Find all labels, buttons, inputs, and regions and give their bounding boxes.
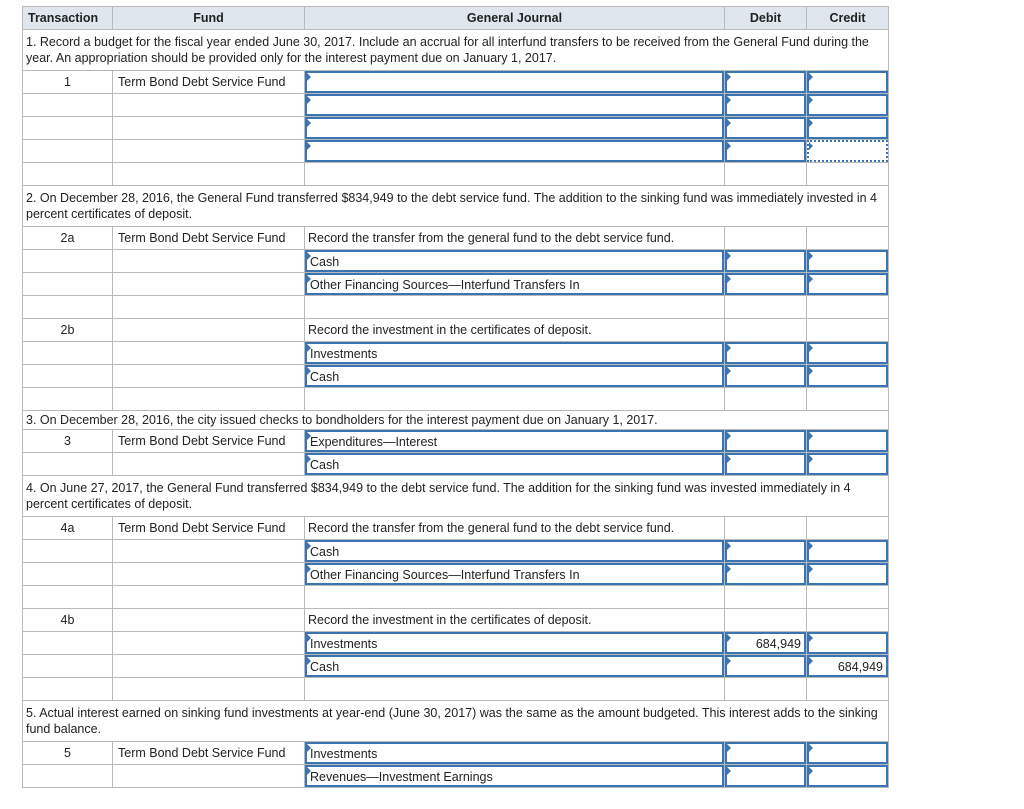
debit-input[interactable]: [725, 765, 806, 787]
credit-input[interactable]: [807, 453, 888, 475]
credit-input[interactable]: [807, 342, 888, 364]
credit-input[interactable]: [807, 540, 888, 562]
section-3-description-row: [23, 411, 889, 430]
header-transaction: Transaction: [23, 7, 113, 30]
instruction-text: Record the investment in the certificates of deposit.: [305, 609, 725, 632]
txn-number: 5: [23, 742, 113, 765]
table-row: [23, 742, 889, 765]
instruction-text: Record the transfer from the general fund to the debt service fund.: [305, 227, 725, 250]
table-row: [23, 563, 889, 586]
section-4-description: 4. On June 27, 2017, the General Fund transferred $834,949 to the debt service fund. The addition for the sinking fund was invested immediately in 4 percent certificates of deposit.: [23, 476, 889, 517]
journal-worksheet: [22, 6, 888, 788]
credit-input[interactable]: [807, 71, 888, 93]
table-row: [23, 140, 889, 163]
section-2-description: 2. On December 28, 2016, the General Fund transferred $834,949 to the debt service fund. The addition to the sinking fund was immediately invested in 4 percent certificates of deposit.: [23, 186, 889, 227]
section-3-description: 3. On December 28, 2016, the city issued checks to bondholders for the interest payment due on January 1, 2017.: [23, 411, 889, 430]
credit-input[interactable]: [807, 563, 888, 585]
debit-input[interactable]: [725, 342, 806, 364]
txn-number: 3: [23, 430, 113, 453]
table-row: [23, 430, 889, 453]
debit-input[interactable]: [725, 365, 806, 387]
debit-input[interactable]: [725, 273, 806, 295]
section-5-description-row: [23, 701, 889, 742]
debit-input[interactable]: [725, 655, 806, 677]
debit-input[interactable]: [725, 563, 806, 585]
debit-input[interactable]: 684,949: [725, 632, 806, 654]
table-row: [23, 655, 889, 678]
section-1-description-row: [23, 30, 889, 71]
table-row: [23, 453, 889, 476]
table-row: [23, 632, 889, 655]
txn-number: 4a: [23, 517, 113, 540]
journal-account-input[interactable]: [305, 94, 724, 116]
header-fund: Fund: [113, 7, 305, 30]
header-credit: Credit: [807, 7, 889, 30]
debit-input[interactable]: [725, 453, 806, 475]
debit-input[interactable]: [725, 117, 806, 139]
credit-input[interactable]: [807, 365, 888, 387]
debit-input[interactable]: [725, 140, 806, 162]
journal-account-input[interactable]: Cash: [305, 655, 724, 677]
credit-input[interactable]: [807, 273, 888, 295]
section-5-description: 5. Actual interest earned on sinking fund investments at year-end (June 30, 2017) was the same as the amount budgeted. This interest adds to the sinking fund balance.: [23, 701, 889, 742]
txn-number: 1: [23, 71, 113, 94]
credit-input[interactable]: [807, 250, 888, 272]
instruction-text: Record the investment in the certificates of deposit.: [305, 319, 725, 342]
spacer-row: [23, 678, 889, 701]
journal-account-input[interactable]: Investments: [305, 342, 724, 364]
table-header: [23, 7, 889, 30]
instruction-text: Record the transfer from the general fund to the debt service fund.: [305, 517, 725, 540]
spacer-row: [23, 586, 889, 609]
section-1-description: 1. Record a budget for the fiscal year ended June 30, 2017. Include an accrual for all interfund transfers to be received from the General Fund during the year. An appropriation should be provided only for the interest payment due on January 1, 2017.: [23, 30, 889, 71]
journal-account-input[interactable]: [305, 140, 724, 162]
txn-number: 4b: [23, 609, 113, 632]
journal-account-input[interactable]: Cash: [305, 453, 724, 475]
table-row: [23, 117, 889, 140]
journal-table: [22, 6, 889, 788]
header-debit: Debit: [725, 7, 807, 30]
debit-input[interactable]: [725, 250, 806, 272]
table-row: [23, 365, 889, 388]
header-journal: General Journal: [305, 7, 725, 30]
journal-account-input[interactable]: [305, 71, 724, 93]
journal-account-input[interactable]: Cash: [305, 365, 724, 387]
journal-account-input[interactable]: Other Financing Sources—Interfund Transfers In: [305, 563, 724, 585]
table-row: [23, 342, 889, 365]
spacer-row: [23, 296, 889, 319]
table-row: [23, 609, 889, 632]
table-row: [23, 250, 889, 273]
debit-input[interactable]: [725, 94, 806, 116]
table-row: [23, 765, 889, 788]
fund-name: Term Bond Debt Service Fund: [113, 517, 305, 540]
journal-account-input[interactable]: Investments: [305, 632, 724, 654]
fund-name: Term Bond Debt Service Fund: [113, 430, 305, 453]
credit-input[interactable]: [807, 94, 888, 116]
journal-account-input[interactable]: Expenditures—Interest: [305, 430, 724, 452]
journal-account-input[interactable]: Investments: [305, 742, 724, 764]
section-2-description-row: [23, 186, 889, 227]
spacer-row: [23, 163, 889, 186]
table-row: [23, 227, 889, 250]
fund-name: Term Bond Debt Service Fund: [113, 71, 305, 94]
table-row: [23, 517, 889, 540]
txn-number: 2b: [23, 319, 113, 342]
credit-input[interactable]: [807, 742, 888, 764]
spacer-row: [23, 388, 889, 411]
table-row: [23, 273, 889, 296]
journal-account-input[interactable]: Other Financing Sources—Interfund Transfers In: [305, 273, 724, 295]
credit-input[interactable]: 684,949: [807, 655, 888, 677]
table-row: [23, 540, 889, 563]
table-row: [23, 319, 889, 342]
table-row: [23, 94, 889, 117]
section-4-description-row: [23, 476, 889, 517]
credit-input-focused[interactable]: [807, 140, 888, 162]
credit-input[interactable]: [807, 632, 888, 654]
debit-input[interactable]: [725, 742, 806, 764]
txn-number: 2a: [23, 227, 113, 250]
credit-input[interactable]: [807, 430, 888, 452]
table-row: [23, 71, 889, 94]
debit-input[interactable]: [725, 71, 806, 93]
journal-account-input[interactable]: [305, 117, 724, 139]
credit-input[interactable]: [807, 117, 888, 139]
debit-input[interactable]: [725, 540, 806, 562]
debit-input[interactable]: [725, 430, 806, 452]
fund-name: Term Bond Debt Service Fund: [113, 742, 305, 765]
journal-account-input[interactable]: Cash: [305, 540, 724, 562]
fund-name: Term Bond Debt Service Fund: [113, 227, 305, 250]
journal-account-input[interactable]: Cash: [305, 250, 724, 272]
credit-input[interactable]: [807, 765, 888, 787]
journal-account-input[interactable]: Revenues—Investment Earnings: [305, 765, 724, 787]
